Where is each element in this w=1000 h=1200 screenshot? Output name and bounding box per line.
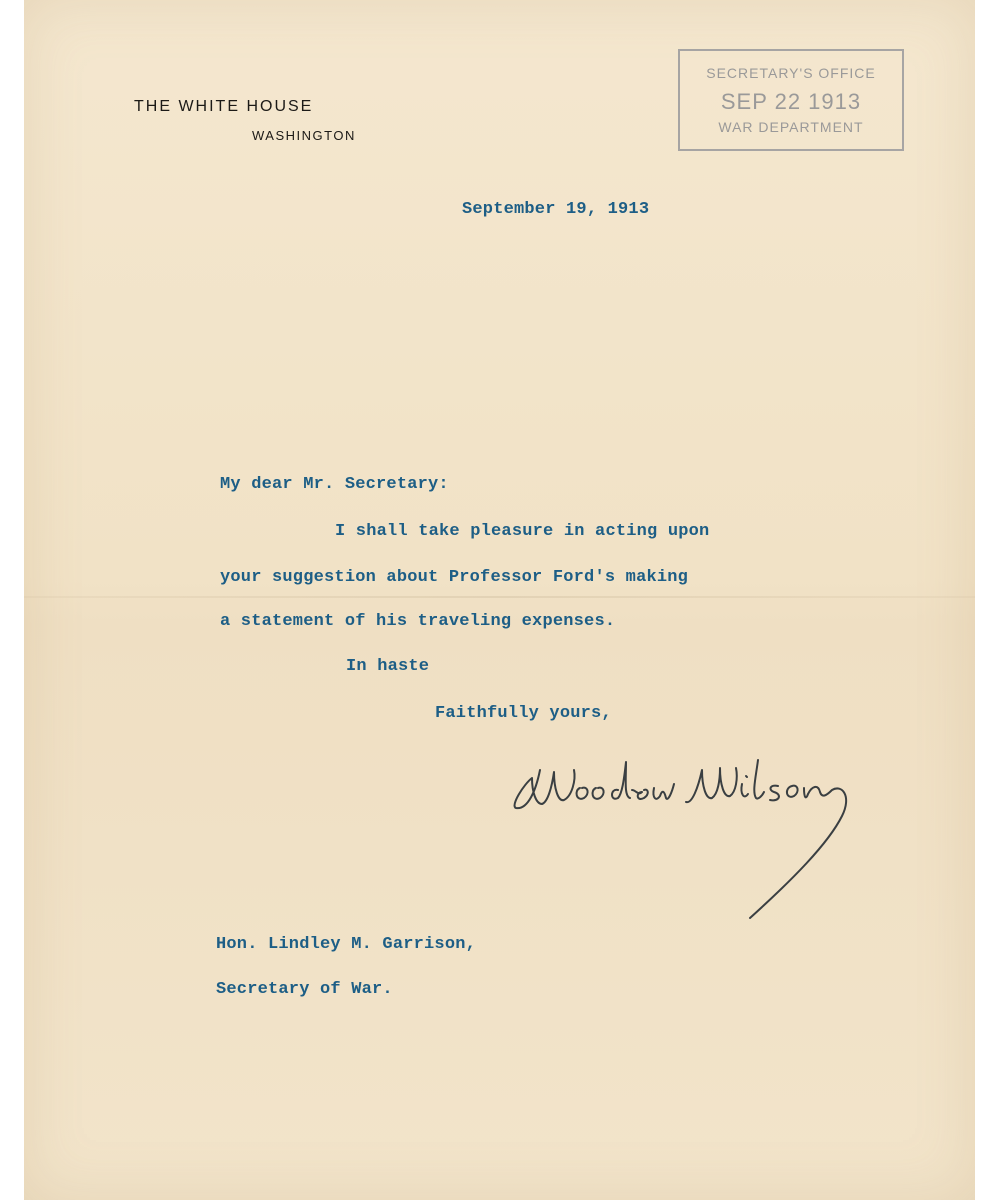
body-line-3: a statement of his traveling expenses. [220, 612, 616, 631]
letter-page [24, 0, 975, 1200]
handwritten-signature [502, 740, 862, 940]
stamp-office-text: SECRETARY'S OFFICE [706, 65, 876, 81]
addressee-name: Hon. Lindley M. Garrison, [216, 935, 477, 954]
received-stamp [678, 49, 904, 151]
salutation: My dear Mr. Secretary: [220, 475, 449, 494]
closing-faithfully-yours: Faithfully yours, [435, 704, 612, 723]
body-line-1: I shall take pleasure in acting upon [335, 522, 710, 541]
stamp-department-text: WAR DEPARTMENT [718, 119, 864, 135]
body-line-2: your suggestion about Professor Ford's making [220, 568, 689, 587]
letterhead-subtitle: WASHINGTON [252, 128, 356, 143]
closing-in-haste: In haste [346, 657, 430, 676]
paper-fold-line [24, 596, 975, 598]
stamp-date-text: SEP 22 1913 [720, 89, 862, 114]
letterhead-title: THE WHITE HOUSE [134, 98, 314, 115]
letter-date: September 19, 1913 [462, 200, 650, 219]
addressee-title: Secretary of War. [216, 980, 393, 999]
